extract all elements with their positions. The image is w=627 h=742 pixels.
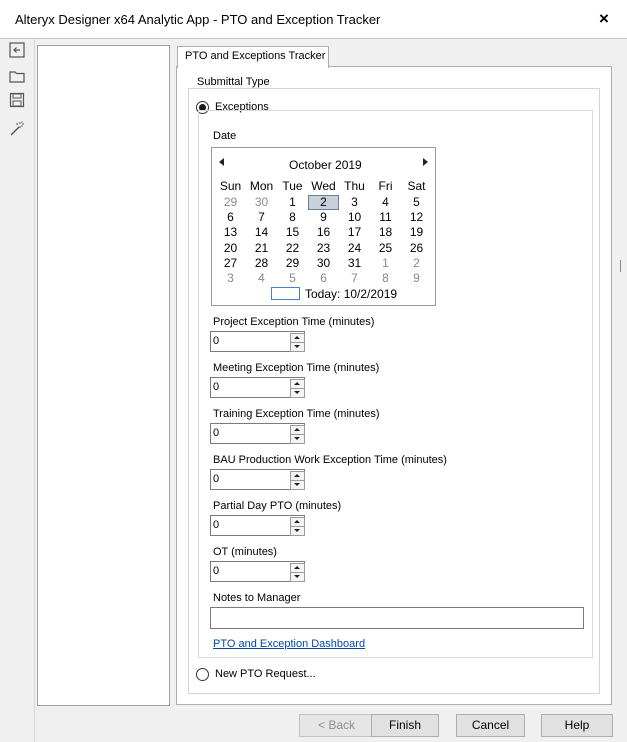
- calendar-day[interactable]: 6: [227, 210, 234, 225]
- bau-production-exception-value: 0: [213, 473, 220, 485]
- back-arrow-icon[interactable]: [8, 41, 26, 59]
- calendar-day[interactable]: 21: [254, 240, 269, 255]
- date-label: Date: [213, 130, 237, 142]
- training-exception-label: Training Exception Time (minutes): [213, 408, 380, 420]
- calendar-day[interactable]: 3: [227, 271, 234, 285]
- partial-day-pto-input[interactable]: [210, 515, 305, 536]
- tool-strip: [0, 39, 35, 742]
- calendar-day[interactable]: 26: [409, 240, 424, 255]
- calendar-day[interactable]: 31: [347, 255, 362, 270]
- training-exception-value: 0: [213, 427, 220, 439]
- calendar-day[interactable]: 1: [382, 255, 389, 270]
- navigation-panel: [37, 45, 170, 706]
- calendar-day[interactable]: 25: [378, 240, 393, 255]
- weekday-header: Tue: [282, 179, 303, 193]
- calendar-day[interactable]: 16: [316, 225, 331, 240]
- folder-open-icon[interactable]: [8, 67, 26, 85]
- new-pto-request-label[interactable]: New PTO Request...: [215, 668, 316, 680]
- ot-input[interactable]: [210, 561, 305, 582]
- partial-day-pto-label: Partial Day PTO (minutes): [213, 500, 342, 512]
- calendar-day[interactable]: 11: [379, 210, 392, 225]
- spin-down-icon[interactable]: [290, 388, 305, 398]
- calendar-day[interactable]: 29: [285, 255, 300, 270]
- finish-button[interactable]: Finish: [371, 714, 439, 737]
- calendar-day[interactable]: 18: [378, 225, 393, 240]
- calendar-day[interactable]: 28: [254, 255, 269, 270]
- calendar-day[interactable]: 13: [223, 225, 238, 240]
- calendar-day[interactable]: 19: [409, 225, 424, 240]
- project-exception-label: Project Exception Time (minutes): [213, 316, 375, 328]
- calendar-month-year[interactable]: October 2019: [289, 158, 362, 172]
- today-link[interactable]: Today: 10/2/2019: [305, 287, 398, 301]
- next-month-icon[interactable]: [423, 158, 428, 166]
- resize-grip[interactable]: [620, 260, 626, 272]
- ot-value: 0: [213, 565, 220, 577]
- training-exception-input[interactable]: [210, 423, 305, 444]
- calendar-day[interactable]: 14: [254, 225, 269, 240]
- calendar-day[interactable]: 24: [347, 240, 362, 255]
- calendar-day[interactable]: 6: [320, 271, 327, 285]
- calendar-day[interactable]: 5: [289, 271, 296, 285]
- calendar-day[interactable]: 1: [289, 195, 296, 209]
- weekday-header: Wed: [311, 179, 336, 193]
- calendar-day[interactable]: 7: [258, 210, 265, 225]
- ot-label: OT (minutes): [213, 546, 277, 558]
- partial-day-pto-value: 0: [213, 519, 220, 531]
- calendar-day[interactable]: 10: [347, 210, 362, 225]
- project-exception-input[interactable]: [210, 331, 305, 352]
- meeting-exception-input[interactable]: [210, 377, 305, 398]
- help-button[interactable]: Help: [541, 714, 613, 737]
- bau-production-exception-input[interactable]: [210, 469, 305, 490]
- notes-label: Notes to Manager: [213, 592, 301, 604]
- calendar-day[interactable]: 30: [254, 195, 269, 209]
- today-marker-icon: [271, 287, 300, 300]
- calendar-day[interactable]: 7: [351, 271, 358, 285]
- project-exception-value: 0: [213, 335, 220, 347]
- new-pto-request-radio[interactable]: [196, 668, 209, 681]
- spin-down-icon[interactable]: [290, 342, 305, 352]
- calendar-day[interactable]: 4: [258, 271, 265, 285]
- calendar-day[interactable]: 3: [351, 195, 358, 209]
- calendar-day[interactable]: 2: [413, 255, 420, 270]
- save-icon[interactable]: [8, 91, 26, 109]
- tab-label: PTO and Exceptions Tracker: [185, 50, 326, 62]
- calendar-day[interactable]: 4: [382, 195, 389, 209]
- exceptions-radio-label[interactable]: Exceptions: [215, 101, 269, 113]
- calendar-day[interactable]: 5: [413, 195, 420, 209]
- calendar-day[interactable]: 22: [285, 240, 300, 255]
- weekday-header: Mon: [249, 179, 274, 193]
- calendar-day[interactable]: 29: [223, 195, 238, 209]
- spin-down-icon[interactable]: [290, 526, 305, 536]
- title-divider: [0, 38, 627, 39]
- notes-input[interactable]: [210, 607, 584, 629]
- submittal-type-label: Submittal Type: [194, 76, 273, 88]
- weekday-header: Fri: [378, 179, 393, 193]
- weekday-header: Thu: [344, 179, 365, 193]
- spin-down-icon[interactable]: [290, 572, 305, 582]
- calendar-day[interactable]: 12: [409, 210, 424, 225]
- back-button[interactable]: < Back: [299, 714, 374, 737]
- spin-down-icon[interactable]: [290, 480, 305, 490]
- dashboard-link[interactable]: PTO and Exception Dashboard: [213, 638, 366, 650]
- magic-wand-icon[interactable]: [8, 120, 26, 138]
- bau-production-exception-label: BAU Production Work Exception Time (minutes): [213, 454, 447, 466]
- meeting-exception-value: 0: [213, 381, 220, 393]
- calendar-day-selected[interactable]: 2: [308, 195, 339, 210]
- calendar-day[interactable]: 8: [382, 271, 389, 285]
- tab-pto-exceptions-tracker[interactable]: [177, 46, 329, 68]
- date-calendar[interactable]: [211, 147, 436, 306]
- window-title: Alteryx Designer x64 Analytic App - PTO and Exception Tracker: [15, 12, 381, 27]
- meeting-exception-label: Meeting Exception Time (minutes): [213, 362, 380, 374]
- calendar-day[interactable]: 17: [347, 225, 362, 240]
- calendar-day[interactable]: 23: [316, 240, 331, 255]
- calendar-day[interactable]: 9: [320, 210, 327, 225]
- spin-down-icon[interactable]: [290, 434, 305, 444]
- weekday-header: Sat: [407, 179, 426, 193]
- close-button[interactable]: ×: [599, 9, 609, 28]
- previous-month-icon[interactable]: [219, 158, 224, 166]
- calendar-day[interactable]: 30: [316, 255, 331, 270]
- cancel-button[interactable]: Cancel: [456, 714, 525, 737]
- calendar-day[interactable]: 15: [285, 225, 300, 240]
- calendar-day[interactable]: 8: [289, 210, 296, 225]
- calendar-day[interactable]: 9: [413, 271, 420, 285]
- calendar-day[interactable]: 20: [223, 240, 238, 255]
- weekday-header: Sun: [219, 179, 242, 193]
- calendar-day[interactable]: 27: [223, 255, 238, 270]
